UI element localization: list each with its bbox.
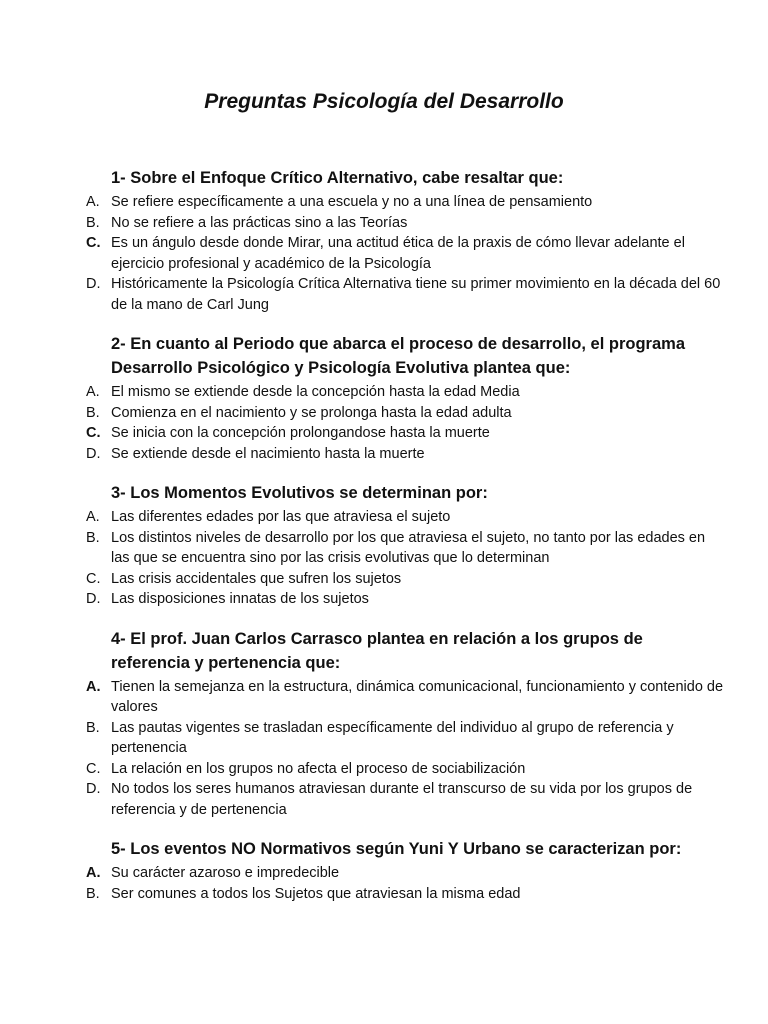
option-text: Se refiere específicamente a una escuela y no a una línea de pensamiento xyxy=(111,194,593,210)
option-letter: A. xyxy=(86,509,100,525)
option-letter: B. xyxy=(86,885,100,902)
question-block xyxy=(86,166,726,315)
option-text: Se inicia con la concepción prolongandose hasta la muerte xyxy=(111,425,490,441)
option-text: Los distintos niveles de desarrollo por los que atraviesa el sujeto, no tanto por las edades en las que se encuentra sino por las crisis evolutivas que lo determinan xyxy=(111,529,706,566)
option-item xyxy=(86,884,726,905)
question-block xyxy=(86,481,726,610)
option-text: Las crisis accidentales que sufren los sujetos xyxy=(111,570,402,587)
option-item xyxy=(86,863,726,884)
option-letter: D. xyxy=(86,781,101,797)
option-text: Las diferentes edades por las que atraviesa el sujeto xyxy=(111,509,451,525)
option-list xyxy=(86,382,726,464)
option-letter: A. xyxy=(86,865,101,881)
option-item xyxy=(86,677,726,718)
option-text: Su carácter azaroso e impredecible xyxy=(111,865,340,881)
option-item xyxy=(86,213,726,234)
question-heading: 3- Los Momentos Evolutivos se determinan por: xyxy=(111,484,488,502)
option-item xyxy=(86,233,726,274)
option-item xyxy=(86,423,726,444)
question-block xyxy=(86,627,726,821)
document-title: Preguntas Psicología del Desarrollo xyxy=(204,90,564,113)
option-list xyxy=(86,507,726,610)
option-letter: C. xyxy=(86,570,101,587)
option-item xyxy=(86,403,726,424)
question-block xyxy=(86,837,726,904)
option-list xyxy=(86,863,726,904)
option-text: No se refiere a las prácticas sino a las Teorías xyxy=(111,214,408,231)
option-text: Comienza en el nacimiento y se prolonga hasta la edad adulta xyxy=(111,404,512,421)
option-item xyxy=(86,569,726,590)
option-item xyxy=(86,382,726,403)
question-list xyxy=(86,166,726,921)
question-heading: 4- El prof. Juan Carlos Carrasco plantea en relación a los grupos de referencia y pertenencia que: xyxy=(111,629,643,672)
option-text: Es un ángulo desde donde Mirar, una actitud ética de la praxis de cómo llevar adelante el ejercicio profesional y académico de la Psicología xyxy=(111,235,685,272)
option-letter: D. xyxy=(86,276,101,292)
option-item xyxy=(86,759,726,780)
option-letter: A. xyxy=(86,384,100,400)
option-item xyxy=(86,589,726,610)
option-letter: D. xyxy=(86,591,101,607)
option-text: El mismo se extiende desde la concepción hasta la edad Media xyxy=(111,384,520,400)
option-list xyxy=(86,677,726,821)
question-block xyxy=(86,332,726,464)
option-list xyxy=(86,192,726,315)
option-item xyxy=(86,192,726,213)
option-letter: C. xyxy=(86,425,101,441)
option-item xyxy=(86,444,726,465)
option-letter: B. xyxy=(86,529,100,546)
option-letter: C. xyxy=(86,235,101,251)
option-letter: B. xyxy=(86,214,100,231)
question-heading: 1- Sobre el Enfoque Crítico Alternativo, cabe resaltar que: xyxy=(111,169,564,187)
option-item xyxy=(86,274,726,315)
option-text: Las disposiciones innatas de los sujetos xyxy=(111,591,369,607)
question-heading: 2- En cuanto al Periodo que abarca el proceso de desarrollo, el programa Desarrollo Psicológico y Psicología Evolutiva plantea que: xyxy=(111,335,686,377)
option-item xyxy=(86,528,726,569)
option-text: Tienen la semejanza en la estructura, dinámica comunicacional, funcionamiento y contenido de valores xyxy=(111,678,724,715)
option-letter: C. xyxy=(86,760,101,777)
option-item xyxy=(86,507,726,528)
question-heading: 5- Los eventos NO Normativos según Yuni Y Urbano se caracterizan por: xyxy=(111,840,682,858)
option-text: Las pautas vigentes se trasladan específicamente del individuo al grupo de referencia y pertenencia xyxy=(111,719,674,756)
option-letter: A. xyxy=(86,678,101,695)
option-text: No todos los seres humanos atraviesan durante el transcurso de su vida por los grupos de referencia y de pertenencia xyxy=(111,781,693,818)
option-item xyxy=(86,718,726,759)
option-text: Históricamente la Psicología Crítica Alternativa tiene su primer movimiento en la década del 60 de la mano de Carl Jung xyxy=(111,276,721,313)
option-letter: B. xyxy=(86,719,100,736)
option-text: La relación en los grupos no afecta el proceso de sociabilización xyxy=(111,760,526,777)
option-letter: A. xyxy=(86,194,100,210)
option-text: Ser comunes a todos los Sujetos que atraviesan la misma edad xyxy=(111,885,521,902)
option-item xyxy=(86,779,726,820)
option-letter: B. xyxy=(86,404,100,421)
option-text: Se extiende desde el nacimiento hasta la muerte xyxy=(111,445,425,462)
option-letter: D. xyxy=(86,445,101,462)
